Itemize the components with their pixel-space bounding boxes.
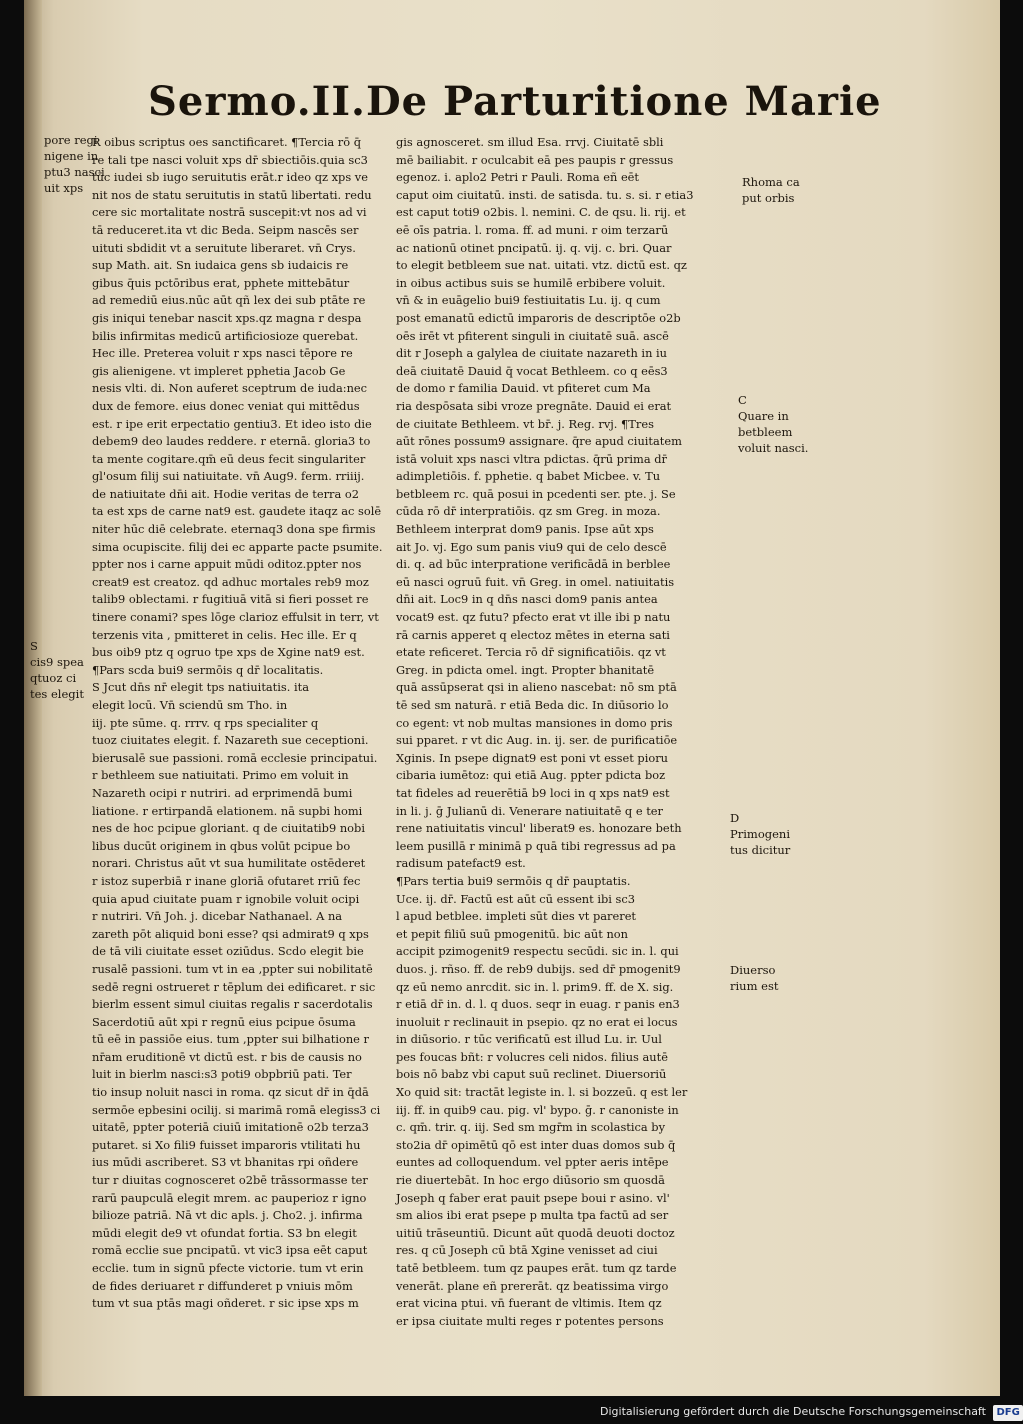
text-line: cūda rō dr̄ interpratiōis. qz sm Greg. in moza. [396, 504, 661, 519]
text-line: rie diuertebāt. In hoc ergo diūsorio sm quosdā [396, 1173, 665, 1188]
text-line: re tali tpe nasci voluit xps dr̄ sbiectiōis.quia sc3 [92, 152, 368, 167]
text-line: uit xps [44, 181, 84, 195]
margin-gloss-left-mid [30, 638, 92, 702]
text-line: c. qm̄. trir. q. iij. Sed sm mgr̄m in scolastica by [396, 1120, 666, 1135]
text-line: de domo r familia Dauid. vt pfiteret cum Ma [396, 381, 651, 396]
text-line: qtuoz ci [30, 671, 77, 685]
text-line: gis agnosceret. sm illud Esa. rrvj. Ciuitatē sbli [396, 135, 664, 149]
text-line: res. q cū Joseph cū btā Xgine venisset ad ciui [396, 1243, 658, 1258]
text-line: liatione. r ertirpandā elationem. nā supbi homi [92, 803, 363, 818]
text-line: tinere conami? spes lōge clarioz effulsit in terr, vt [92, 610, 379, 625]
text-line: eē oīs patria. l. roma. ff. ad muni. r oim terzarū [396, 222, 669, 237]
text-line: et pepit filiū suū pmogenitū. bic aūt non [396, 926, 628, 941]
text-line: leem pusillā r minimā p quā tibi regressus ad pa [396, 838, 676, 853]
text-line: Quare in [738, 409, 789, 423]
text-line: bois nō babz vbi caput suū reclinet. Diuersoriū [396, 1067, 667, 1082]
text-line: iij. ff. in quib9 cau. pig. vl' bypo. ḡ. r canoniste in [396, 1102, 679, 1117]
text-line: de ciuitate Bethleem. vt br̄. j. Reg. rvj. ¶Tres [396, 416, 654, 431]
text-line: rarū paupculā elegit mrem. ac pauperioz r igno [92, 1190, 367, 1205]
text-line: Xo quid sit: tractāt legiste in. l. si bozzeū. q est ler [396, 1085, 688, 1100]
text-line: ad remediū eius.nūc aūt qñ lex dei sub ptāte re [92, 293, 366, 308]
text-line: rene natiuitatis vincul' liberat9 es. honozare beth [396, 821, 682, 836]
text-line: elegit locū. Vn̄ sciendū sm Tho. in [92, 698, 288, 712]
text-line: D [730, 811, 740, 825]
text-line: tur r diuitas cognosceret o2bē trāssormasse ter [92, 1173, 368, 1188]
text-line: C [738, 393, 747, 407]
text-line: eū nasci ogruū fuit. vn̄ Greg. in omel. natiuitatis [396, 574, 675, 589]
text-line: ac nationū otinet pncipatū. ij. q. vij. c. bri. Quar [396, 240, 672, 255]
text-line: Xginis. In psepe dignat9 est poni vt esset pioru [396, 750, 669, 765]
text-line: gis alienigene. vt impleret pphetia Jacob Ge [92, 363, 346, 378]
text-line: rusalē passioni. tum vt in ea ,ppter sui nobilitatē [92, 961, 373, 976]
text-line: sui pparet. r vt dic Aug. in. ij. ser. de purificatiōe [396, 733, 678, 748]
text-line: mē bailiabit. r oculcabit eā pes paupis r gressus [396, 152, 674, 167]
text-line: in diūsorio. r tūc verificatū est illud Lu. ir. Uul [396, 1032, 662, 1047]
text-line: tum vt sua ptās magi oñderet. r sic ipse xps m [92, 1296, 359, 1311]
text-line: est. r ipe erit erpectatio gentiu3. Et ideo isto die [92, 416, 372, 431]
text-line: romā ecclie sue pncipatū. vt vic3 ipsa eēt caput [92, 1243, 368, 1258]
text-line: nesis vlti. di. Non auferet sceptrum de iuda:nec [92, 381, 368, 396]
text-line: put orbis [742, 191, 795, 205]
text-line: sto2ia dr̄ opimētū qō est inter duas domos sub q̄ [396, 1137, 676, 1152]
text-line: rā carnis apperet q electoz mētes in eterna sati [396, 627, 670, 642]
text-line: euntes ad colloquendum. vel ppter aeris intēpe [396, 1155, 669, 1170]
margin-gloss-rhoma [742, 174, 842, 206]
text-line: R oibus scriptus oes sanctificaret. ¶Tercia rō q̄ [92, 135, 361, 149]
text-line: Hec ille. Preterea voluit r xps nasci tēpore re [92, 346, 353, 361]
text-line: uitatē, ppter poteriā ciuiū imitationē o2b terza3 [92, 1120, 369, 1135]
text-line: egenoz. i. aplo2 Petri r Pauli. Roma eñ eēt [396, 170, 640, 185]
text-line: bus oib9 ptz q ogruo tpe xps de Xgine nat9 est. [92, 645, 365, 660]
text-line: deā ciuitatē Dauid q̄ vocat Bethleem. co q eēs3 [396, 363, 668, 378]
margin-gloss-quare [738, 392, 848, 456]
text-line: etate reficeret. Tercia rō dr̄ significatiōis. qz vt [396, 645, 666, 660]
margin-gloss-primogenitus [730, 810, 850, 858]
text-line: tuoz ciuitates elegit. f. Nazareth sue ceceptioni. [92, 733, 369, 748]
text-line: istā voluit xps nasci vltra pdictas. q̄rū prima dr̄ [396, 451, 667, 466]
text-line: duos. j. rñso. ff. de reb9 dubijs. sed dr̄ pmogenit9 [396, 961, 681, 976]
text-line: in li. j. ḡ Julianū di. Venerare natiuitatē q e ter [396, 803, 663, 818]
text-line: ait Jo. vj. Ego sum panis viu9 qui de celo descē [396, 539, 667, 554]
text-line: tus dicitur [730, 843, 791, 857]
text-line: bilis infirmitas medicū artificiosioze querebat. [92, 328, 359, 343]
text-line: er ipsa ciuitate multi reges r potentes persons [396, 1313, 664, 1328]
text-line: r etiā dr̄ in. d. l. q duos. seqr in euag. r panis en3 [396, 997, 680, 1012]
text-line: gis iniqui tenebar nascit xps.qz magna r despa [92, 310, 362, 325]
text-line: tē sed sm naturā. r etiā Beda dic. In diūsorio lo [396, 698, 669, 712]
footer-text: Digitalisierung gefördert durch die Deutsche Forschungsgemeinschaft [600, 1405, 986, 1418]
text-line: sima ocupiscite. filij dei ec apparte pacte psumite. [92, 539, 383, 554]
text-line: tū eē in passiōe eius. tum ,ppter sui bilhatione r [92, 1032, 369, 1047]
text-line: quā assūpserat qsi in alieno nascebat: nō sm ptā [396, 680, 677, 695]
text-line: r bethleem sue natiuitati. Primo em voluit in [92, 768, 349, 783]
text-line: inuoluit r reclinauit in psepio. qz no erat ei locus [396, 1014, 678, 1029]
dfg-logo: DFG [993, 1405, 1022, 1421]
text-line: Primogeni [730, 827, 790, 841]
text-line: nr̄am eruditionē vt dictū est. r bis de causis no [92, 1049, 362, 1064]
page-title: Sermo.II.De Parturitione Marie [148, 78, 882, 125]
text-line: vn̄ & in euāgelio bui9 festiuitatis Lu. ij. q cum [396, 293, 661, 308]
text-line: betbleem rc. quā posui in pcedenti ser. pte. j. Se [396, 486, 676, 501]
text-line: adimpletiōis. f. pphetie. q babet Micbee. v. Tu [396, 469, 661, 484]
text-line: Diuerso [730, 963, 776, 977]
text-line: talib9 oblectami. r fugitiuā vitā si fieri posset re [92, 592, 369, 607]
text-line: putaret. si Xo fili9 fuisset imparoris vtilitati hu [92, 1137, 361, 1152]
text-line: ta mente cogitare.qm̄ eū deus fecit singulariter [92, 451, 366, 466]
text-line: terzenis vita , pmitteret in celis. Hec ille. Er q [92, 627, 357, 642]
text-line: quia apud ciuitate puam r ignobile voluit ocipi [92, 891, 360, 906]
text-line: Nazareth ocipi r nutriri. ad erprimendā bumi [92, 785, 353, 800]
text-line: zareth pōt aliquid boni esse? qsi admirat9 q xps [92, 926, 369, 941]
text-line: gibus q̄uis pctōribus erat, pphete mittebātur [92, 275, 350, 290]
text-line: venerāt. plane eñ prererāt. qz beatissima virgo [396, 1278, 669, 1293]
text-line: radisum patefact9 est. [396, 856, 526, 871]
text-column-right [396, 134, 736, 1330]
text-line: accipit pzimogenit9 respectu secūdi. sic in. l. qui [396, 944, 679, 959]
margin-gloss-diuersorium [730, 962, 850, 994]
text-line: gl'osum filij sui natiuitate. vn̄ Aug9. ferm. rriiij. [92, 469, 365, 484]
text-line: Uce. ij. dr̄. Factū est aūt cū essent ibi sc3 [396, 891, 636, 906]
text-line: vocat9 est. qz futu? pfecto erat vt ille ibi p natu [396, 610, 671, 625]
text-line: niter hūc diē celebrate. eternaq3 dona spe firmis [92, 522, 376, 537]
text-line: norari. Christus aūt vt sua humilitate ostēderet [92, 856, 366, 871]
text-line: Sacerdotiū aūt xpi r regnū eius pcipue ōsuma [92, 1014, 356, 1029]
text-line: pore regi [44, 133, 98, 147]
text-line: tatē betbleem. tum qz paupes erāt. tum qz tarde [396, 1261, 677, 1275]
text-line: ria despōsata sibi vroze pregnāte. Dauid ei erat [396, 398, 672, 413]
text-line: S Jcut dn̄s nr̄ elegit tps natiuitatis. ita [92, 680, 310, 695]
text-line: uituti sbdidit vt a seruitute liberaret. vn̄ Crys. [92, 240, 356, 255]
text-line: ptu3 nasci [44, 165, 105, 179]
text-line: di. q. ad būc interpratione verificādā in berblee [396, 557, 671, 572]
text-line: debem9 deo laudes reddere. r eternā. gloria3 to [92, 434, 371, 449]
text-line: dit r Joseph a galylea de ciuitate nazareth in iu [396, 346, 668, 361]
text-line: de tā vili ciuitate esset oziūdus. Scdo elegit bie [92, 944, 364, 959]
text-line: pes foucas bñt: r volucres celi nidos. filius autē [396, 1049, 668, 1064]
text-line: tio insup noluit nasci in roma. qz sicut dr̄ in q̄dā [92, 1085, 369, 1100]
text-line: qz eū nemo anrcdit. sic in. l. prim9. ff. de X. sig. [396, 979, 674, 994]
text-line: dux de femore. eius donec veniat qui mittēdus [92, 398, 360, 413]
text-line: tes elegit [30, 687, 84, 701]
text-line: caput oim ciuitatū. insti. de satisda. tu. s. si. r etia3 [396, 187, 694, 202]
text-line: dn̄i ait. Loc9 in q dn̄s nasci dom9 panis antea [396, 592, 658, 607]
text-line: Joseph q faber erat pauit psepe boui r asino. vl' [396, 1190, 670, 1205]
text-line: voluit nasci. [738, 441, 809, 455]
text-line: Greg. in pdicta omel. ingt. Propter bhanitatē [396, 662, 655, 677]
text-line: tā reduceret.ita vt dic Beda. Seipm nascēs ser [92, 222, 359, 237]
text-line: Bethleem interprat dom9 panis. Ipse aūt xps [396, 522, 654, 537]
text-line: cibaria iumētoz: qui etiā Aug. ppter pdicta boz [396, 768, 666, 783]
text-line: to elegit betbleem sue nat. uitati. vtz. dictū est. qz [396, 258, 687, 273]
text-line: oēs irēt vt pfiterent singuli in ciuitatē suā. ascē [396, 328, 669, 343]
text-line: de natiuitate dn̄i ait. Hodie veritas de terra o2 [92, 486, 359, 501]
text-line: sm alios ibi erat psepe p multa tpa factū ad ser [396, 1208, 669, 1223]
text-line: Rhoma ca [742, 175, 800, 189]
text-line: est caput toti9 o2bis. l. nemini. C. de qsu. li. rij. et [396, 205, 686, 220]
text-line: bilioze patriā. Nā vt dic apls. j. Cho2. j. infirma [92, 1208, 363, 1223]
text-line: l apud betblee. impleti sūt dies vt pareret [396, 909, 637, 924]
footer-credit [600, 1404, 1020, 1420]
text-line: luit in bierlm nasci:s3 poti9 obpbriū pati. Ter [92, 1067, 352, 1082]
text-line: post emanatū edictū imparoris de descriptōe o2b [396, 310, 681, 325]
text-line: sup Math. ait. Sn iudaica gens sb iudaicis re [92, 258, 349, 273]
text-line: in oibus actibus suis se humilē erbibere voluit. [396, 275, 666, 290]
text-line: betbleem [738, 425, 793, 439]
text-line: bierlm essent simul ciuitas regalis r sacerdotalis [92, 997, 373, 1012]
text-line: cere sic mortalitate nostrā suscepit:vt nos ad vi [92, 205, 367, 220]
text-line: r nutriri. Vn̄ Joh. j. dicebar Nathanael. A na [92, 909, 343, 924]
text-line: erat vicina ptui. vn̄ fuerant de vltimis. Item qz [396, 1296, 662, 1311]
text-line: creat9 est creatoz. qd adhuc mortales reb9 moz [92, 574, 369, 589]
text-line: cis9 spea [30, 655, 84, 669]
text-line: tat fideles ad reuerētiā b9 loci in q xps nat9 est [396, 785, 670, 800]
text-line: nigene in [44, 149, 99, 163]
text-line: ta est xps de carne nat9 est. gaudete itaqz ac solē [92, 504, 382, 519]
text-line: ecclie. tum in signū pfecte victorie. tum vt erin [92, 1261, 364, 1275]
text-line: aūt rōnes possum9 assignare. q̄re apud ciuitatem [396, 434, 682, 449]
text-column-left [92, 134, 382, 1313]
text-line: ¶Pars scda bui9 sermōis q dr̄ localitatis. [92, 662, 324, 677]
text-line: uitiū trāseuntiū. Dicunt aūt quodā deuoti doctoz [396, 1225, 675, 1240]
text-line: bierusalē sue passioni. romā ecclesie principatui. [92, 750, 378, 765]
text-line: nit nos de statu seruitutis in statū libertati. redu [92, 187, 372, 202]
text-line: ppter nos i carne appuit mūdi oditoz.ppter nos [92, 557, 362, 572]
text-line: ¶Pars tertia bui9 sermōis q dr̄ pauptatis. [396, 873, 631, 888]
text-line: ius mūdi ascriberet. S3 vt bhanitas rpi oñdere [92, 1155, 359, 1170]
text-line: co egent: vt nob multas mansiones in domo pris [396, 715, 673, 730]
text-line: libus ducūt originem in qbus volūt pcipue bo [92, 838, 351, 853]
text-line: sedē regni ostrueret r tēplum dei edificaret. r sic [92, 979, 376, 994]
text-line: nes de hoc pcipue gloriant. q de ciuitatib9 nobi [92, 821, 365, 836]
text-line: tūc iudei sb iugo seruitutis erāt.r ideo qz xps ve [92, 170, 368, 185]
text-line: iij. pte sūme. q. rrrv. q rps specialiter q [92, 715, 319, 730]
text-line: de fides deriuaret r diffunderet p vniuis mōm [92, 1278, 353, 1293]
text-line: mūdi elegit de9 vt ofundat fortia. S3 bn elegit [92, 1225, 357, 1240]
text-line: S [30, 639, 38, 653]
text-line: rium est [730, 979, 779, 993]
text-line: r istoz superbiā r inane gloriā ofutaret rriū fec [92, 873, 361, 888]
text-line: sermōe epbesini ocilij. si marimā romā elegiss3 ci [92, 1102, 381, 1117]
margin-gloss-left-top [44, 132, 105, 196]
